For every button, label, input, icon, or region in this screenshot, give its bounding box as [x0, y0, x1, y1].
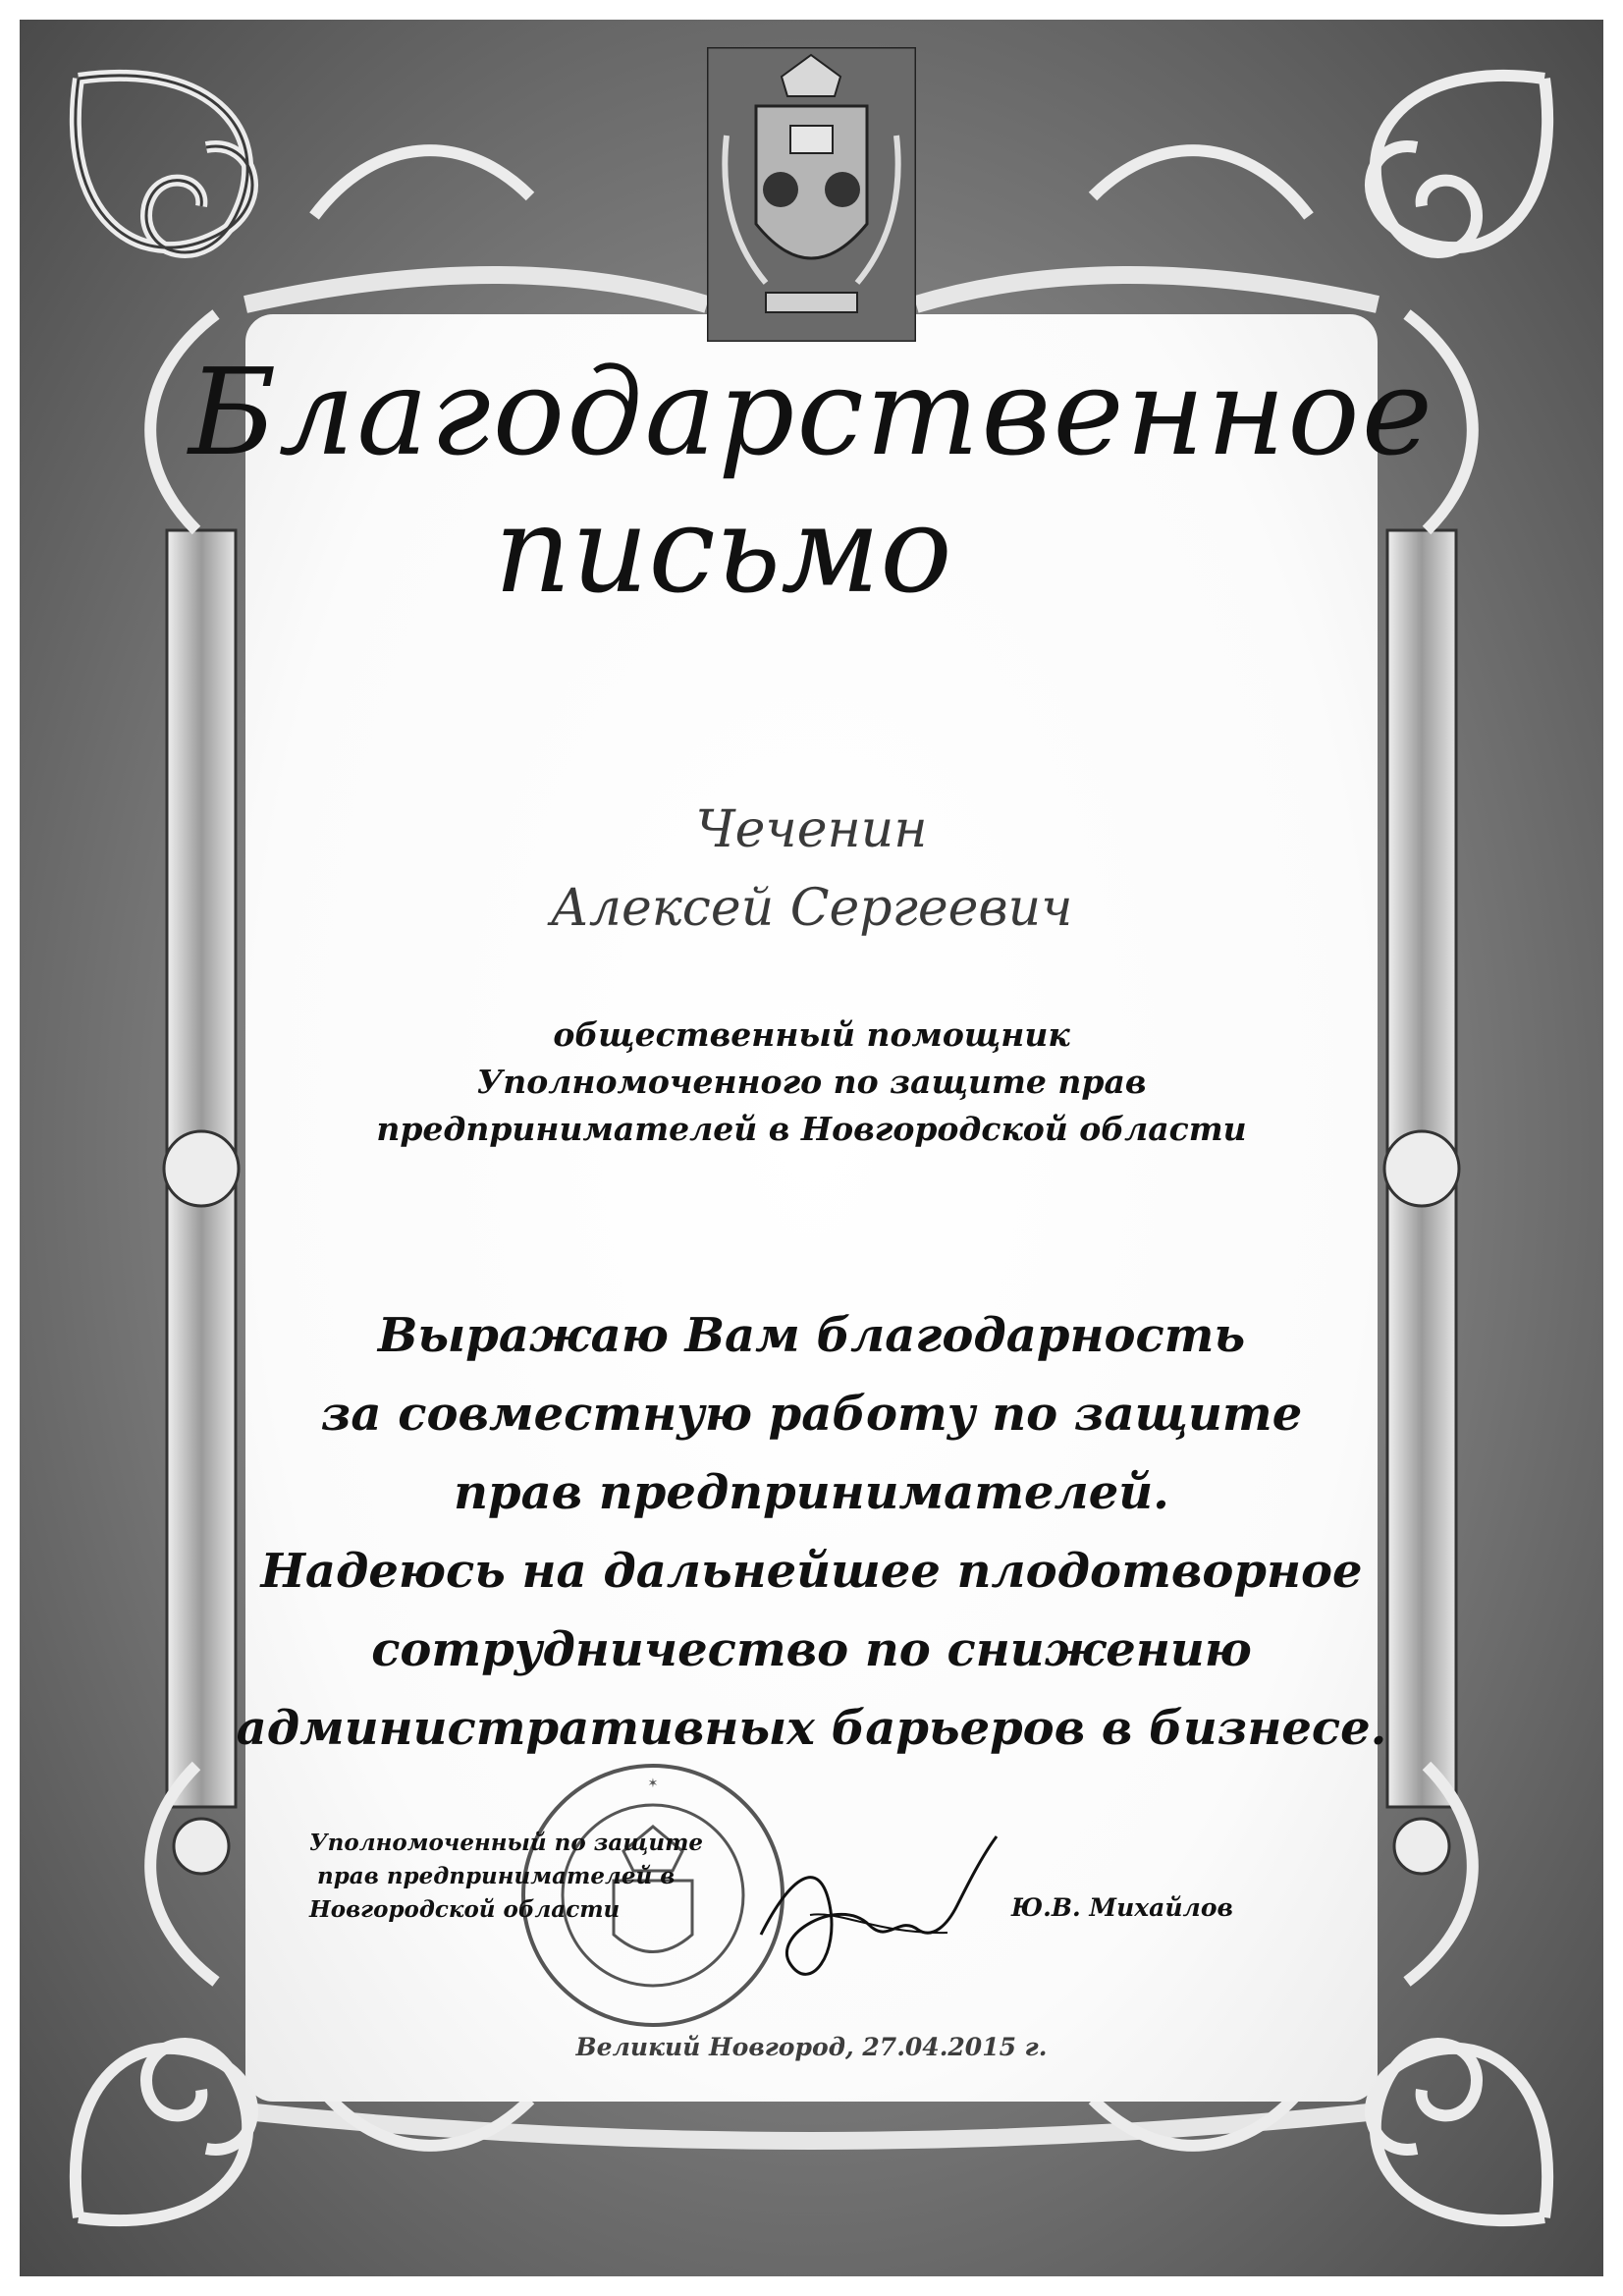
- gratitude-message: [20, 1296, 1603, 1768]
- message-line-1: Выражаю Вам благодарность: [377, 1308, 1246, 1363]
- message-line-6: административных барьеров в бизнесе.: [236, 1701, 1387, 1756]
- message-line-4: Надеюсь на дальнейшее плодотворное: [260, 1544, 1363, 1599]
- svg-text:✶: ✶: [647, 1777, 659, 1791]
- signatory-title-line-1: Уполномоченный по защите: [309, 1830, 704, 1856]
- signatory-title: [309, 1827, 703, 1927]
- certificate-sheet: [20, 20, 1603, 2276]
- message-line-3: прав предпринимателей.: [454, 1465, 1169, 1520]
- message-line-2: за совместную работу по защите: [320, 1387, 1303, 1442]
- signatory-title-line-3: Новгородской области: [309, 1896, 621, 1923]
- position-line-2: Уполномоченного по защите прав: [476, 1063, 1147, 1101]
- recipient-name: [20, 791, 1603, 948]
- recipient-given-names: Алексей Сергеевич: [550, 879, 1073, 938]
- recipient-surname: Чеченин: [695, 800, 928, 859]
- recipient-position: [20, 1011, 1603, 1153]
- position-line-3: предпринимателей в Новгородской области: [376, 1110, 1247, 1148]
- place-and-date: Великий Новгород, 27.04.2015 г.: [575, 2033, 1048, 2061]
- signatory-name: Ю.В. Михайлов: [1011, 1893, 1233, 1922]
- title-line-2: письмо: [494, 480, 952, 620]
- message-line-5: сотрудничество по снижению: [371, 1622, 1252, 1677]
- document-title: [20, 344, 1603, 619]
- signatory-title-line-2: прав предпринимателей в: [317, 1863, 676, 1889]
- position-line-1: общественный помощник: [553, 1015, 1070, 1054]
- title-line-1: Благодарственное: [189, 343, 1434, 482]
- regional-coat-of-arms: [707, 47, 916, 342]
- handwritten-signature: [751, 1817, 1006, 2003]
